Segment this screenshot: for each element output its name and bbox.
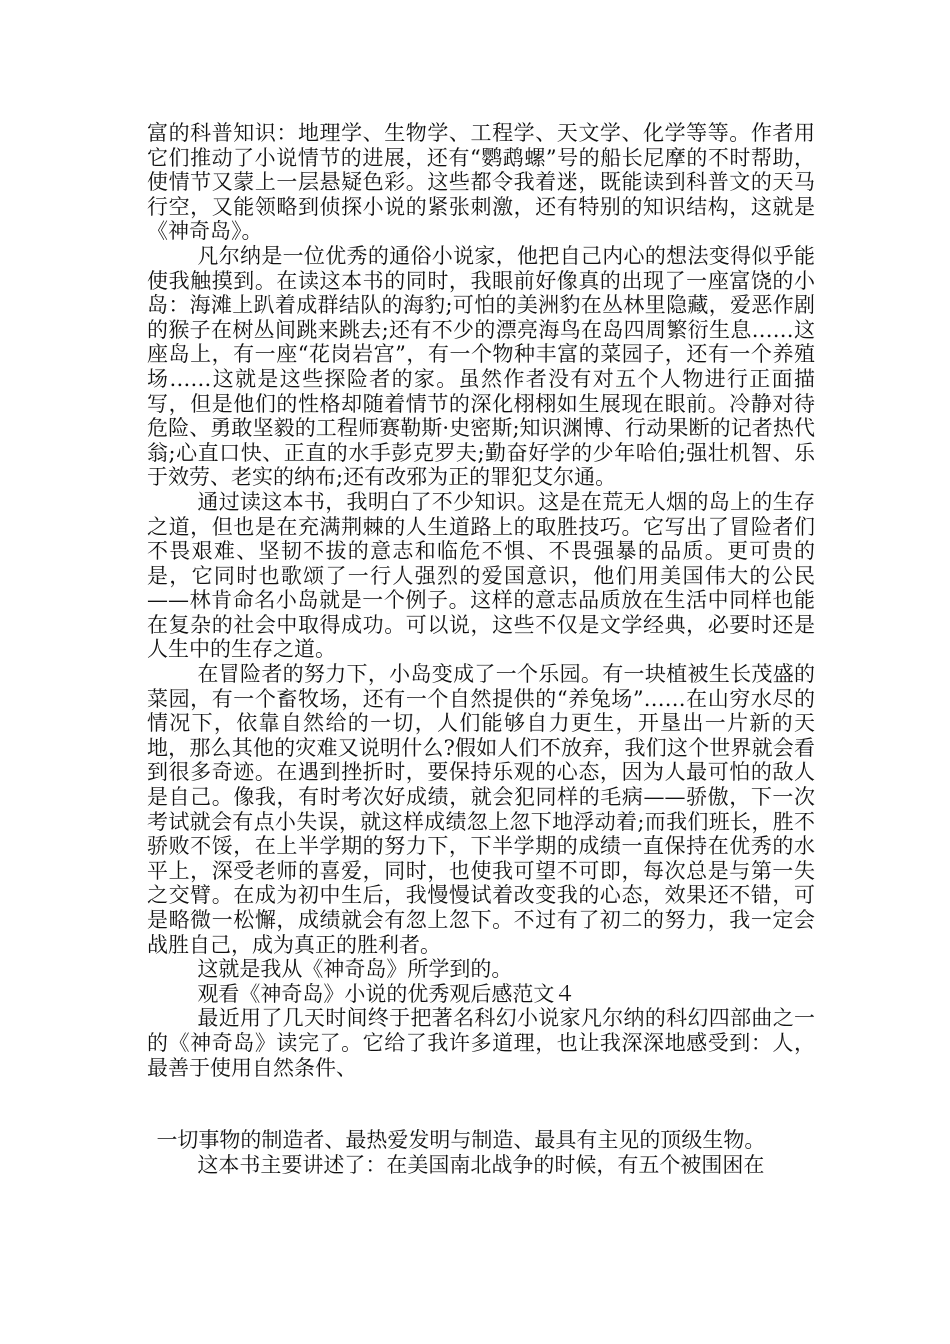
paragraph-creator: 一切事物的制造者、最热爱发明与制造、最具有主见的顶级生物。: [156, 1128, 766, 1153]
section-heading: 观看《神奇岛》小说的优秀观后感范文４: [197, 981, 576, 1006]
paragraph-conclusion: 这就是我从《神奇岛》所学到的。: [197, 957, 513, 982]
paragraph-summary: 这本书主要讲述了：在美国南北战争的时候，有五个被围困在: [197, 1152, 765, 1177]
paragraph-verne: 凡尔纳是一位优秀的通俗小说家，他把自己内心的想法变得似乎能使我触摸到。在读这本书的同时，我眼前好像真的出现了一座富饶的小岛：海滩上趴着成群结队的海豹;可怕的美洲豹在丛林里隐藏，爱恶作剧的猴子在树丛间跳来跳去;还有不少的漂亮海鸟在岛四周繁衍生息……这座岛上，有一座“花岗岩宫”，有一个物种丰富的菜园子，还有一个养殖场……这就是这些探险者的家。虽然作者没有对五个人物进行正面描写，但是他们的性格却随着情节的深化栩栩如生展现在眼前。冷静对待危险、勇敢坚毅的工程师赛勒斯·史密斯;知识渊博、行动果断的记者热代翁;心直口快、正直的水手彭克罗夫;勤奋好学的少年哈伯;强壮机智、乐于效劳、老实的纳布;还有改邪为正的罪犯艾尔通。: [147, 243, 815, 490]
paragraph-knowledge: 通过读这本书，我明白了不少知识。这是在荒无人烟的岛上的生存之道，但也是在充满荆棘的人生道路上的取胜技巧。它写出了冒险者们不畏艰难、坚韧不拔的意志和临危不惧、不畏强暴的品质。更可贵的是，它同时也歌颂了一行人强烈的爱国意识，他们用美国伟大的公民——林肯命名小岛就是一个例子。这样的意志品质放在生活中同样也能在复杂的社会中取得成功。可以说，这些不仅是文学经典，必要时还是人生中的生存之道。: [147, 489, 815, 662]
page-break-gap: [147, 1080, 815, 1128]
document-body: [147, 121, 815, 1177]
paragraph-recent: 最近用了几天时间终于把著名科幻小说家凡尔纳的科幻四部曲之一的《神奇岛》读完了。它给了我许多道理，也让我深深地感受到：人，最善于使用自然条件、: [147, 1006, 815, 1080]
paragraph-paradise: 在冒险者的努力下，小岛变成了一个乐园。有一块植被生长茂盛的菜园，有一个畜牧场，还有一个自然提供的“养兔场”……在山穷水尽的情况下，依靠自然给的一切，人们能够自力更生，开垦出一片新的天地，那么其他的灾难又说明什么?假如人们不放弃，我们这个世界就会看到很多奇迹。在遇到挫折时，要保持乐观的心态，因为人最可怕的敌人是自己。像我，有时考次好成绩，就会犯同样的毛病——骄傲，下一次考试就会有点小失误，就这样成绩忽上忽下地浮动着;而我们班长，胜不骄败不馁，在上半学期的努力下，下半学期的成绩一直保持在优秀的水平上，深受老师的喜爱，同时，也使我可望不可即，每次总是与第一失之交臂。在成为初中生后，我慢慢试着改变我的心态，效果还不错，可是略微一松懈，成绩就会有忽上忽下。不过有了初二的努力，我一定会战胜自己，成为真正的胜利者。: [147, 662, 815, 957]
paragraph-continued: 富的科普知识：地理学、生物学、工程学、天文学、化学等等。作者用它们推动了小说情节的进展，还有“鹦鹉螺”号的船长尼摩的不时帮助，使情节又蒙上一层悬疑色彩。这些都令我着迷，既能读到科普文的天马行空，又能领略到侦探小说的紧张刺激，还有特别的知识结构，这就是《神奇岛》。: [147, 121, 815, 244]
